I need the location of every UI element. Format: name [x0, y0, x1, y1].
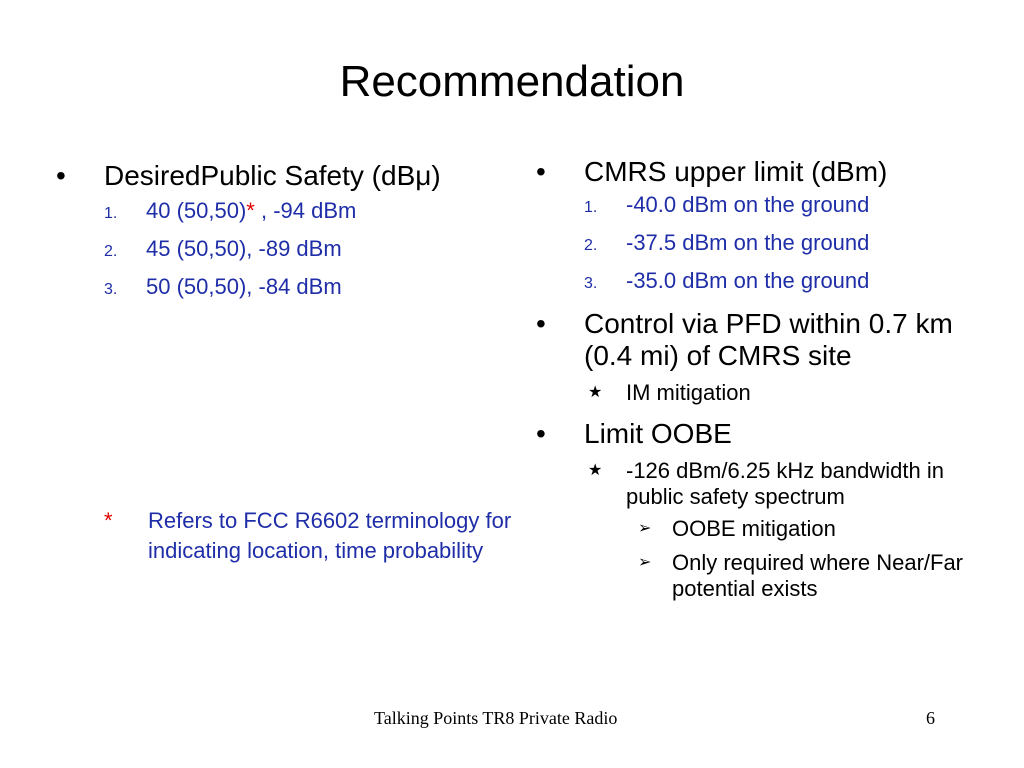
left-column: [48, 160, 518, 300]
right-bullet-text: Limit OOBE: [584, 418, 732, 449]
footnote-symbol: *: [104, 508, 113, 533]
right-bullet-cmrs: [528, 156, 998, 188]
item-number: 3.: [584, 275, 598, 292]
arrow-text: Only required where Near/Far potential exists: [672, 550, 964, 601]
right-arrow-1: [528, 516, 998, 542]
item-number: 1.: [104, 205, 118, 222]
right-bullet-text: Control via PFD within 0.7 km (0.4 mi) of CMRS site: [584, 308, 953, 371]
left-item-3: [48, 274, 518, 300]
bullet-icon: •: [536, 308, 546, 339]
item-number: 1.: [584, 199, 598, 216]
right-bullet-oobe: [528, 418, 998, 450]
right-arrow-2: [528, 550, 998, 602]
right-bullet-control: [528, 308, 998, 372]
footnote-star: *: [246, 198, 255, 223]
item-number: 2.: [104, 243, 118, 260]
item-text: -40.0 dBm on the ground: [626, 192, 870, 217]
sub-text: IM mitigation: [626, 380, 751, 405]
right-item-3: [528, 268, 998, 294]
item-text: 50 (50,50), -84 dBm: [146, 274, 342, 299]
right-bullet-text: CMRS upper limit (dBm): [584, 156, 888, 187]
star-icon: ★: [588, 384, 603, 401]
star-icon: ★: [588, 462, 603, 479]
left-bullet-desired: [48, 160, 518, 192]
slide-title: Recommendation: [339, 57, 685, 106]
item-text: 45 (50,50), -89 dBm: [146, 236, 342, 261]
bullet-icon: •: [56, 160, 66, 191]
footnote: [104, 506, 524, 566]
item-text: -35.0 dBm on the ground: [626, 268, 870, 293]
item-text: 40 (50,50): [146, 198, 247, 223]
right-sub-im: [528, 380, 998, 406]
item-number: 2.: [584, 237, 598, 254]
bullet-icon: •: [536, 418, 546, 449]
arrow-icon: ➢: [638, 520, 652, 537]
right-column: [528, 156, 998, 602]
right-sub-oobe-limit: [528, 458, 998, 510]
item-text-rest: , -94 dBm: [254, 198, 357, 223]
page-number: 6: [926, 708, 935, 728]
right-item-1: [528, 192, 998, 218]
footnote-text: Refers to FCC R6602 terminology for indicating location, time probability: [148, 508, 512, 563]
left-item-2: [48, 236, 518, 262]
arrow-text: OOBE mitigation: [672, 516, 836, 541]
arrow-icon: ➢: [638, 554, 652, 571]
footer-text: Talking Points TR8 Private Radio: [374, 708, 618, 728]
item-text: -37.5 dBm on the ground: [626, 230, 870, 255]
left-bullet-text: DesiredPublic Safety (dBμ): [104, 160, 441, 191]
right-item-2: [528, 230, 998, 256]
left-item-1: [48, 198, 518, 224]
bullet-icon: •: [536, 156, 546, 187]
sub-text: -126 dBm/6.25 kHz bandwidth in public safety spectrum: [626, 458, 944, 509]
item-number: 3.: [104, 281, 118, 298]
